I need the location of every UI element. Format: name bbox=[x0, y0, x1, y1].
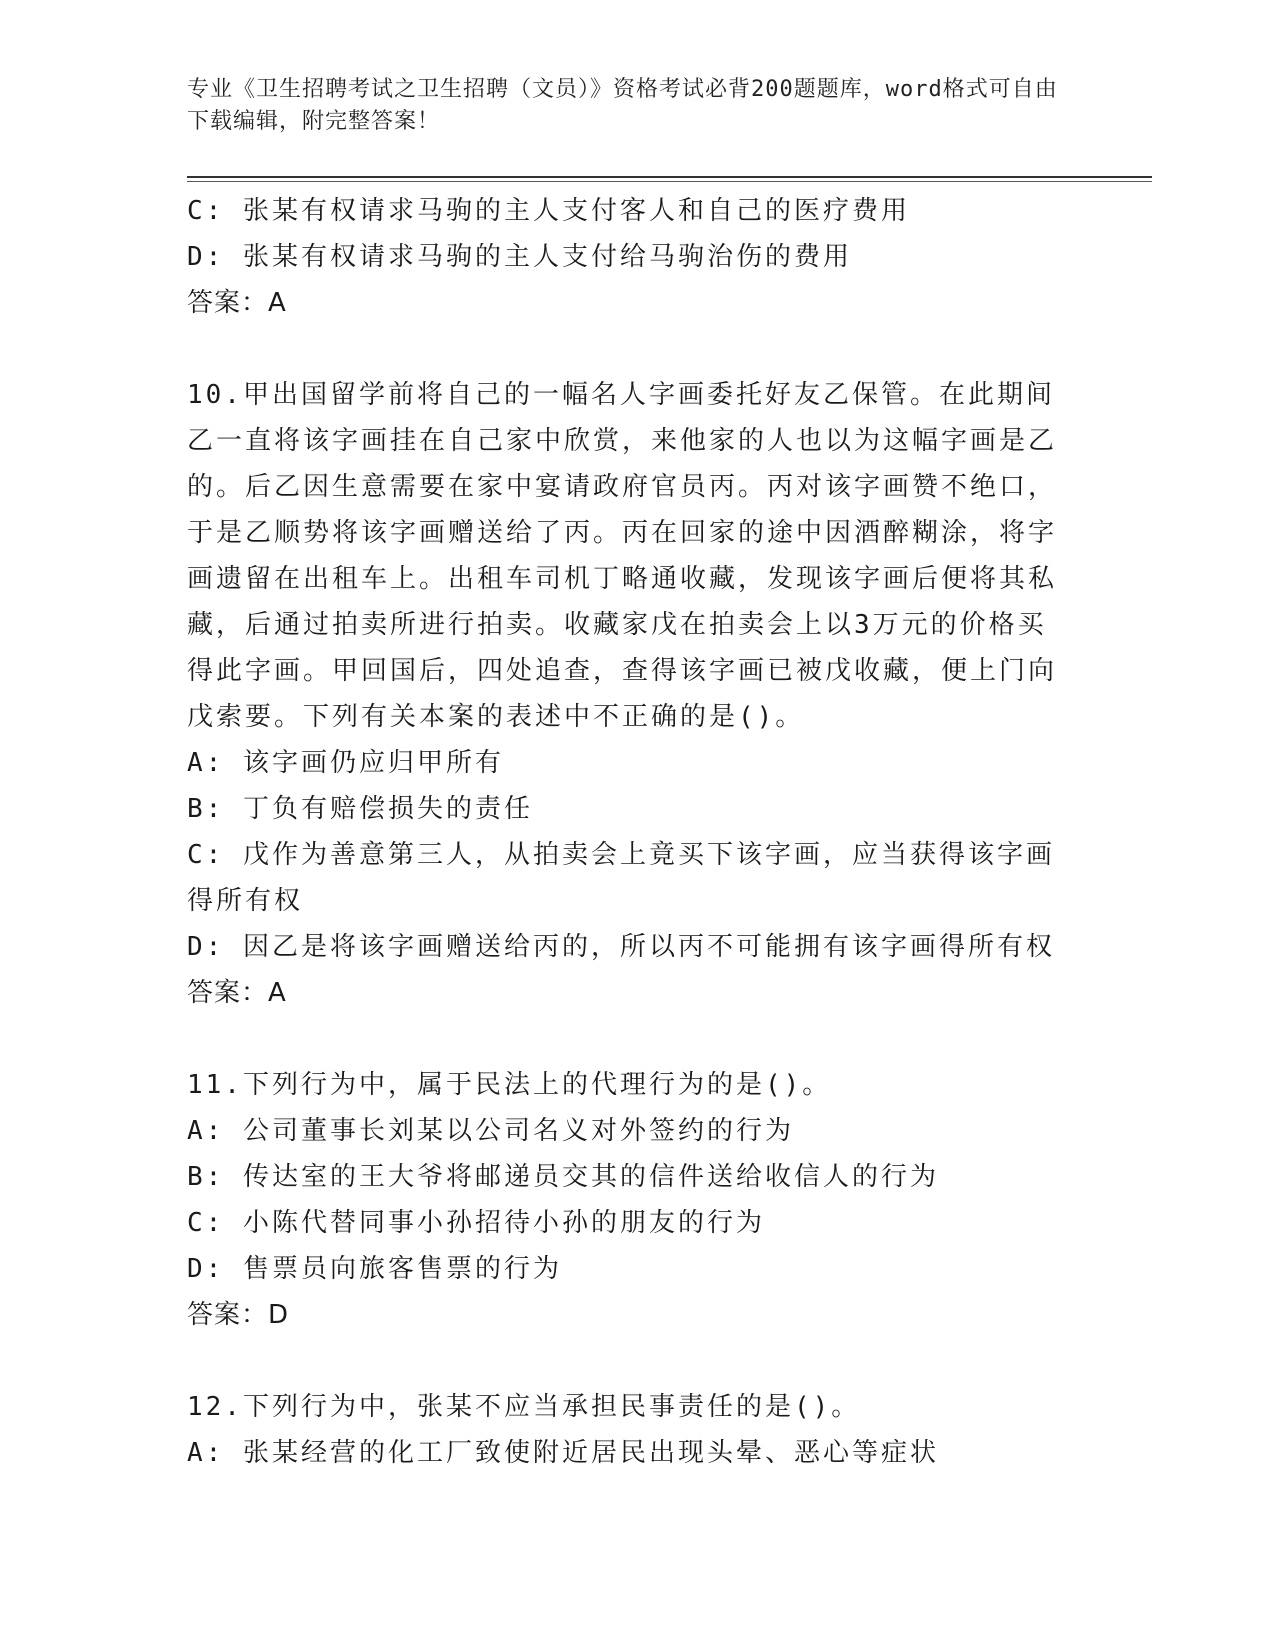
option-b: B: 丁负有赔偿损失的责任 bbox=[187, 794, 533, 824]
spacer bbox=[187, 1338, 1067, 1384]
option-a: A: 该字画仍应归甲所有 bbox=[187, 748, 504, 778]
question-10 bbox=[187, 372, 1067, 1016]
option-c: C: 张某有权请求马驹的主人支付客人和自己的医疗费用 bbox=[187, 196, 910, 226]
option-d: D: 因乙是将该字画赠送给丙的，所以丙不可能拥有该字画得所有权 bbox=[187, 932, 1055, 962]
question-stem: 11.下列行为中，属于民法上的代理行为的是()。 bbox=[187, 1070, 832, 1100]
header-rule-thick bbox=[187, 176, 1152, 178]
option-c: C: 小陈代替同事小孙招待小孙的朋友的行为 bbox=[187, 1208, 765, 1238]
document-body bbox=[187, 188, 1067, 1476]
option-a: A: 张某经营的化工厂致使附近居民出现头晕、恶心等症状 bbox=[187, 1438, 939, 1468]
question-stem: 12.下列行为中，张某不应当承担民事责任的是()。 bbox=[187, 1392, 861, 1422]
question-stem: 10.甲出国留学前将自己的一幅名人字画委托好友乙保管。在此期间乙一直将该字画挂在自己家中欣赏，来他家的人也以为这幅字画是乙的。后乙因生意需要在家中宴请政府官员丙。丙对该字画赞不绝口，于是乙顺势将该字画赠送给了丙。丙在回家的途中因酒醉糊涂，将字画遗留在出租车上。出租车司机丁略通收藏，发现该字画后便将其私藏，后通过拍卖所进行拍卖。收藏家戊在拍卖会上以3万元的价格买得此字画。甲回国后，四处追查，查得该字画已被戊收藏，便上门向戊索要。下列有关本案的表述中不正确的是()。 bbox=[187, 380, 1058, 732]
spacer bbox=[187, 1016, 1067, 1062]
option-d: D: 张某有权请求马驹的主人支付给马驹治伤的费用 bbox=[187, 242, 852, 272]
answer-label: 答案：D bbox=[187, 1300, 290, 1330]
answer-label: 答案：A bbox=[187, 288, 287, 318]
answer-label: 答案：A bbox=[187, 978, 287, 1008]
question-11 bbox=[187, 1062, 1067, 1338]
header-rule-thin bbox=[187, 181, 1152, 182]
option-d: D: 售票员向旅客售票的行为 bbox=[187, 1254, 562, 1284]
spacer bbox=[187, 326, 1067, 372]
option-c: C: 戊作为善意第三人，从拍卖会上竟买下该字画，应当获得该字画得所有权 bbox=[187, 840, 1055, 916]
question-12 bbox=[187, 1384, 1067, 1476]
document-header: 专业《卫生招聘考试之卫生招聘（文员）》资格考试必背200题题库，word格式可自由下载编辑，附完整答案！ bbox=[187, 77, 1058, 134]
option-b: B: 传达室的王大爷将邮递员交其的信件送给收信人的行为 bbox=[187, 1162, 939, 1192]
question-9-tail bbox=[187, 188, 1067, 326]
option-a: A: 公司董事长刘某以公司名义对外签约的行为 bbox=[187, 1116, 794, 1146]
